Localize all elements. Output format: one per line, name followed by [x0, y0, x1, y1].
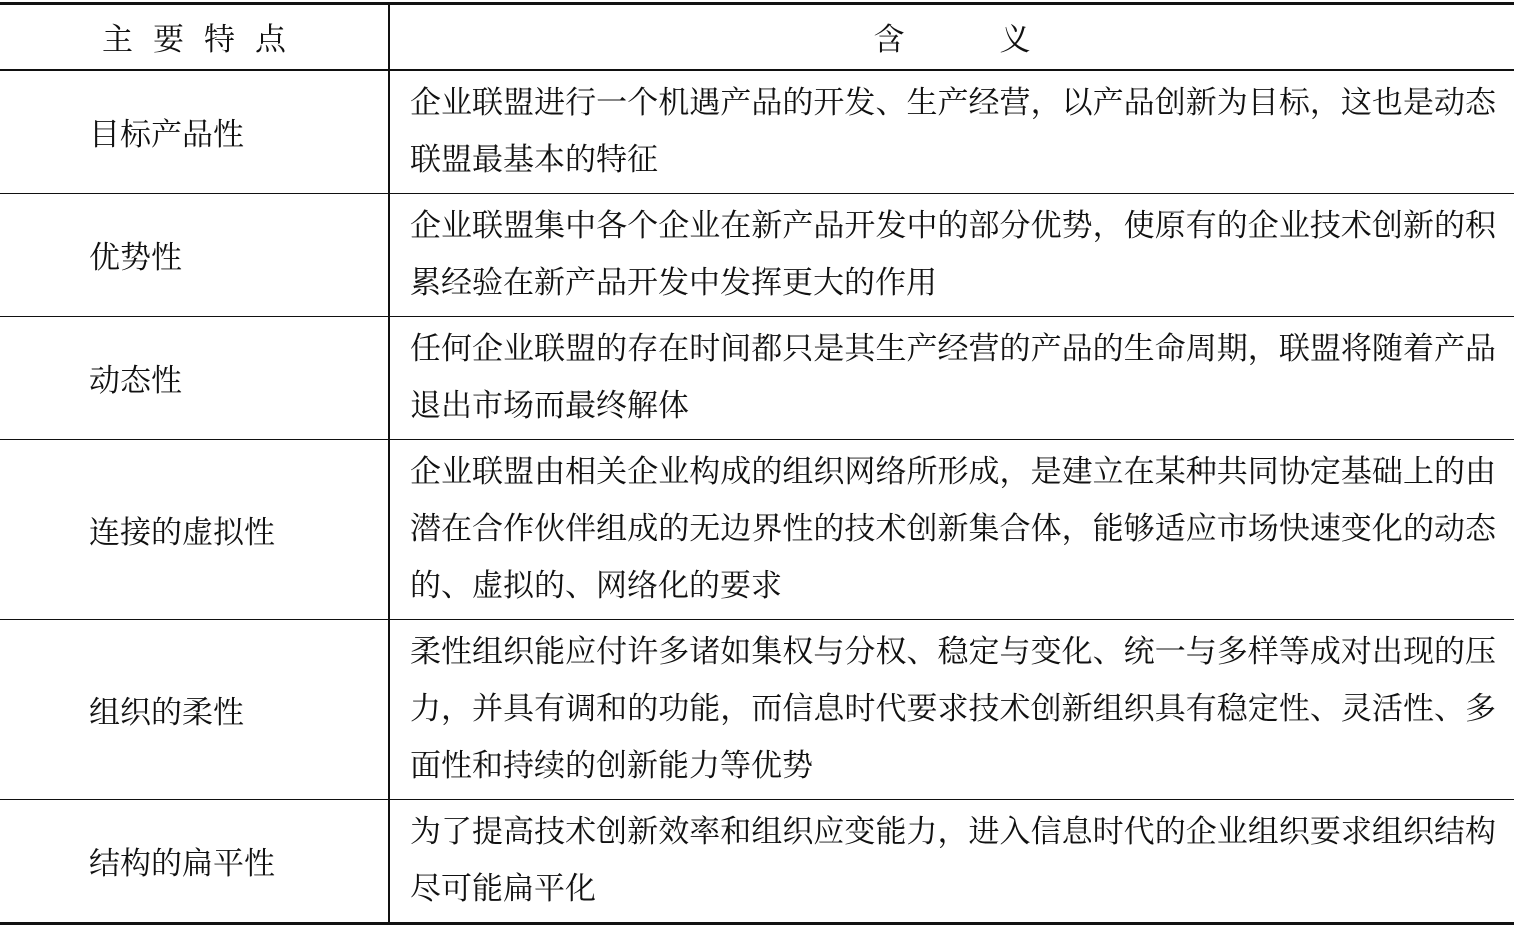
header-meaning: 含义	[389, 4, 1514, 70]
table-row	[0, 316, 1514, 439]
meaning-cell: 柔性组织能应付许多诸如集权与分权、稳定与变化、统一与多样等成对出现的压力，并具有调和的功能，而信息时代要求技术创新组织具有稳定性、灵活性、多面性和持续的创新能力等优势	[389, 619, 1514, 799]
header-main-features: 主要特点	[0, 4, 389, 70]
meaning-cell: 企业联盟进行一个机遇产品的开发、生产经营，以产品创新为目标，这也是动态联盟最基本的特征	[389, 70, 1514, 194]
features-table-container	[0, 2, 1514, 925]
feature-cell: 连接的虚拟性	[0, 439, 389, 619]
feature-cell: 目标产品性	[0, 70, 389, 194]
table-row	[0, 619, 1514, 799]
table-header-row	[0, 4, 1514, 70]
table-row	[0, 70, 1514, 194]
table-row	[0, 439, 1514, 619]
meaning-cell: 企业联盟集中各个企业在新产品开发中的部分优势，使原有的企业技术创新的积累经验在新产品开发中发挥更大的作用	[389, 193, 1514, 316]
feature-cell: 组织的柔性	[0, 619, 389, 799]
meaning-cell: 企业联盟由相关企业构成的组织网络所形成，是建立在某种共同协定基础上的由潜在合作伙伴组成的无边界性的技术创新集合体，能够适应市场快速变化的动态的、虚拟的、网络化的要求	[389, 439, 1514, 619]
table-row	[0, 193, 1514, 316]
feature-cell: 优势性	[0, 193, 389, 316]
meaning-cell: 为了提高技术创新效率和组织应变能力，进入信息时代的企业组织要求组织结构尽可能扁平化	[389, 799, 1514, 923]
features-table	[0, 2, 1514, 925]
feature-cell: 结构的扁平性	[0, 799, 389, 923]
table-row	[0, 799, 1514, 923]
meaning-cell: 任何企业联盟的存在时间都只是其生产经营的产品的生命周期，联盟将随着产品退出市场而最终解体	[389, 316, 1514, 439]
feature-cell: 动态性	[0, 316, 389, 439]
